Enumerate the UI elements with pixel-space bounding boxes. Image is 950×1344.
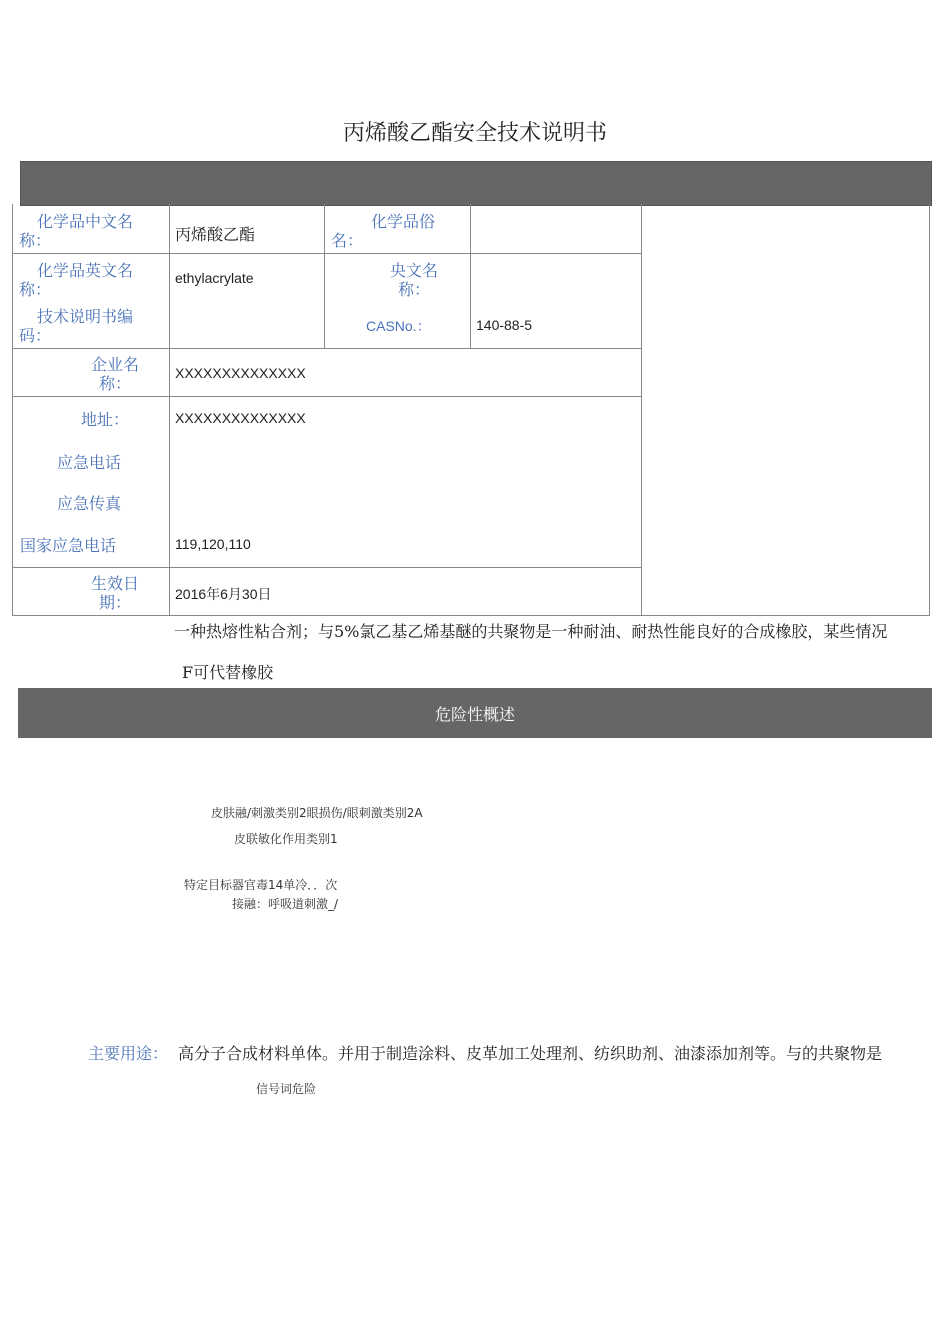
- common-name-label: 化学品俗名：: [331, 212, 436, 250]
- company-label: 企业名称：: [90, 355, 139, 393]
- hazard-item: 接融：呼吸道刺激_/: [232, 897, 339, 911]
- signal-word: 信号词危险: [256, 1082, 317, 1096]
- hazard-item: 皮联敏化作用类别1: [234, 832, 338, 846]
- usage-text-line-2: F可代替橡胶: [182, 663, 274, 682]
- table-divider: [470, 204, 471, 348]
- main-use-label: 主要用途：: [88, 1044, 169, 1063]
- hazard-item: 特定目标器官毒14单冷．．次: [184, 878, 338, 892]
- doc-code-label: 技术说明书编码：: [19, 307, 134, 345]
- table-divider: [169, 204, 170, 615]
- table-divider: [13, 348, 641, 349]
- table-divider: [13, 253, 641, 254]
- page-title: 丙烯酸乙酯安全技术说明书: [342, 121, 607, 146]
- effective-date-label: 生效日期：: [90, 574, 139, 612]
- address-value: XXXXXXXXXXXXXX: [175, 410, 306, 426]
- table-divider: [13, 567, 641, 568]
- photo-cell: [642, 204, 930, 616]
- en-name-label: 化学品英文名称：: [19, 261, 134, 299]
- table-divider: [324, 204, 325, 348]
- en-short-label: 央文名称：: [389, 261, 438, 299]
- identification-table: [12, 204, 642, 616]
- cn-name-value: 丙烯酸乙酯: [175, 225, 256, 244]
- en-name-value: ethylacrylate: [175, 270, 254, 286]
- national-phone-value: 119,120,110: [175, 536, 251, 552]
- national-phone-label: 国家应急电话: [20, 536, 117, 555]
- table-divider: [13, 396, 641, 397]
- emergency-phone-label: 应急电话: [57, 453, 122, 472]
- effective-date-value: 2016年6月30日: [175, 586, 272, 602]
- cn-name-label: 化学品中文名称：: [19, 212, 134, 250]
- company-value: XXXXXXXXXXXXXX: [175, 365, 306, 381]
- usage-text-line-1: 一种热熔性粘合剂；与5%氯乙基乙烯基醚的共聚物是一种耐油、耐热性能良好的合成橡胶，某些情况: [174, 622, 888, 641]
- hazard-section-header: 危险性概述: [18, 688, 932, 738]
- main-use-text: 高分子合成材料单体。并用于制造涂料、皮革加工处理剂、纺织助剂、油漆添加剂等。与的共聚物是: [178, 1044, 883, 1063]
- address-label: 地址：: [81, 410, 130, 429]
- hazard-item: 皮肤融/刺激类别2眼损伤/眼刺激类别2A: [211, 806, 423, 820]
- cas-value: 140-88-5: [476, 317, 533, 333]
- emergency-fax-label: 应急传真: [57, 494, 122, 513]
- cas-label: CASNo.：: [366, 318, 431, 334]
- section-header-bar: [20, 161, 932, 206]
